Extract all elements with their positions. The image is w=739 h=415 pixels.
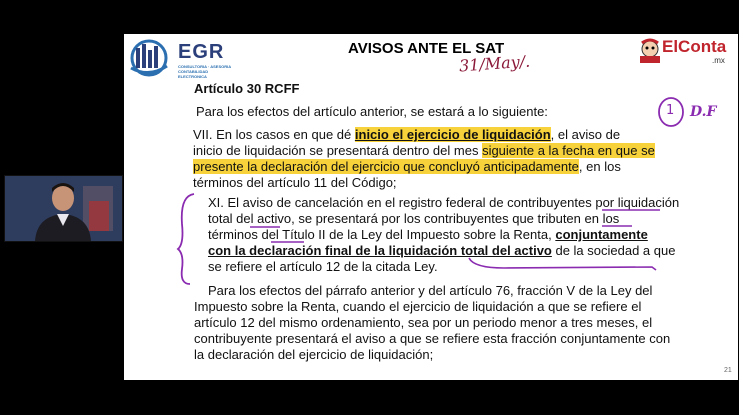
paragraph-line: Para los efectos del párrafo anterior y del artículo 76, fracción V de la Ley del — [208, 283, 653, 298]
intro-text: Para los efectos del artículo anterior, se estará a lo siguiente: — [196, 104, 548, 119]
pen-annotations — [124, 34, 738, 380]
handwritten-date: 31/May/. — [458, 51, 531, 76]
highlighted-phrase: inicio el ejercicio de liquidación — [354, 127, 551, 142]
paragraph-line: la declaración del ejercicio de liquidación; — [194, 347, 434, 362]
presenter-video — [5, 176, 122, 241]
text-run: términos del Título II de la Ley del Impuesto sobre la Renta, — [208, 227, 556, 242]
paragraph-line: artículo 12 del mismo ordenamiento, sea por un periodo menor a tres meses, el — [194, 315, 653, 330]
brand-name: ElConta — [662, 37, 727, 56]
text-run: , el aviso de — [550, 127, 621, 142]
annotation-note: D.F — [690, 104, 717, 120]
bold-phrase: con la declaración final de la liquidación total del activo — [208, 243, 552, 258]
highlighted-phrase: siguiente a la fecha en que se — [482, 143, 655, 158]
article-heading: Artículo 30 RCFF — [194, 81, 300, 96]
brand-suffix: .mx — [712, 56, 725, 65]
logo-name: EGR — [178, 41, 225, 63]
presentation-slide — [124, 34, 738, 380]
bold-phrase: conjuntamente — [555, 227, 648, 242]
slide-title: AVISOS ANTE EL SAT — [348, 40, 505, 57]
paragraph-line: XI. El aviso de cancelación en el registro federal de contribuyentes por liquidación — [208, 195, 680, 210]
text-run: , en los — [578, 159, 621, 174]
page-number: 21 — [724, 367, 732, 374]
webcam-feed — [4, 175, 123, 242]
paragraph-line: Impuesto sobre la Renta, cuando el ejercicio de liquidación a que se refiere el — [194, 299, 642, 314]
paragraph-line: total del activo, se presentará por los contribuyentes que tributen en los — [208, 211, 620, 226]
logo-subtitle-line: CONTABILIDAD ELECTRONICA — [178, 69, 209, 79]
text-run: inicio de liquidación se presentará dentro del mes — [193, 143, 483, 158]
text-run: de la sociedad a que — [551, 243, 676, 258]
highlighted-phrase: presente la declaración del ejercicio que concluyó anticipadamente — [193, 159, 579, 174]
logo-subtitle-line: CONSULTORIA · ASESORIA — [178, 64, 232, 69]
paragraph-line: términos del artículo 11 del Código; — [193, 175, 397, 190]
text-run: VII. En los casos en que dé — [193, 127, 355, 142]
annotation-number: 1 — [666, 103, 675, 118]
paragraph-line: contribuyente presentará el aviso a que se refiere esta fracción conjuntamente con — [194, 331, 671, 346]
paragraph-line: se refiere el artículo 12 de la citada Ley. — [208, 259, 438, 274]
